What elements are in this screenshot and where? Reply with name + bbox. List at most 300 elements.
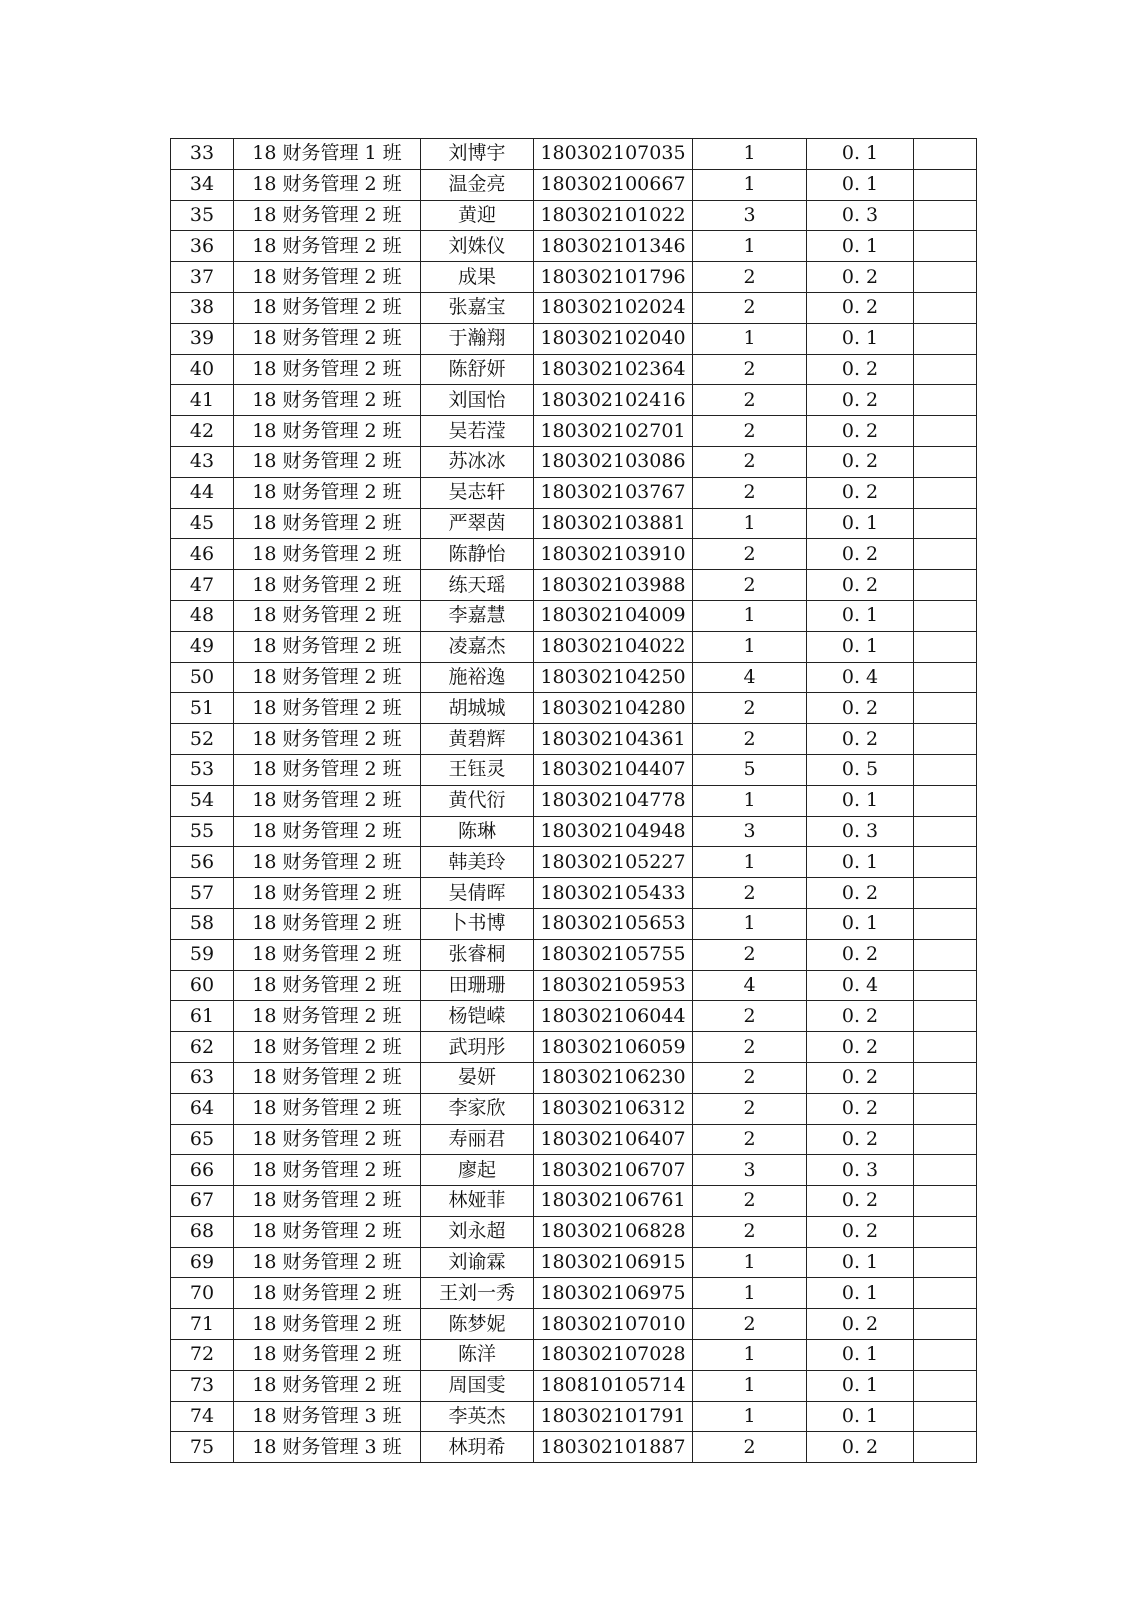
remark-cell (914, 724, 977, 755)
student-name-cell: 陈梦妮 (421, 1309, 534, 1340)
table-row (171, 816, 977, 847)
student-name-cell: 吴志轩 (421, 477, 534, 508)
remark-cell (914, 1247, 977, 1278)
class-name-cell: 18 财务管理 3 班 (234, 1401, 421, 1432)
table-row (171, 1432, 977, 1463)
student-name-cell: 卜书博 (421, 908, 534, 939)
student-name-cell: 刘国怡 (421, 385, 534, 416)
score-cell: 0. 2 (807, 292, 914, 323)
table-row (171, 1062, 977, 1093)
count-cell: 2 (693, 724, 807, 755)
student-id-cell: 180302102024 (534, 292, 693, 323)
student-name-cell: 于瀚翔 (421, 323, 534, 354)
table-row (171, 1124, 977, 1155)
student-id-cell: 180302102364 (534, 354, 693, 385)
count-cell: 2 (693, 292, 807, 323)
student-id-cell: 180302106407 (534, 1124, 693, 1155)
student-id-cell: 180302103086 (534, 446, 693, 477)
class-name-cell: 18 财务管理 2 班 (234, 1186, 421, 1217)
student-name-cell: 李嘉慧 (421, 600, 534, 631)
score-cell: 0. 1 (807, 231, 914, 262)
table-row (171, 1001, 977, 1032)
row-number-cell: 51 (171, 693, 234, 724)
count-cell: 2 (693, 693, 807, 724)
row-number-cell: 69 (171, 1247, 234, 1278)
remark-cell (914, 446, 977, 477)
student-id-cell: 180302106059 (534, 1032, 693, 1063)
student-name-cell: 张嘉宝 (421, 292, 534, 323)
class-name-cell: 18 财务管理 2 班 (234, 200, 421, 231)
score-cell: 0. 2 (807, 539, 914, 570)
remark-cell (914, 1278, 977, 1309)
remark-cell (914, 1401, 977, 1432)
count-cell: 2 (693, 1001, 807, 1032)
table-row (171, 231, 977, 262)
count-cell: 3 (693, 200, 807, 231)
remark-cell (914, 1340, 977, 1371)
remark-cell (914, 508, 977, 539)
count-cell: 2 (693, 1062, 807, 1093)
score-cell: 0. 2 (807, 693, 914, 724)
table-row (171, 693, 977, 724)
student-id-cell: 180302104407 (534, 754, 693, 785)
remark-cell (914, 939, 977, 970)
table-row (171, 292, 977, 323)
class-name-cell: 18 财务管理 2 班 (234, 816, 421, 847)
table-row (171, 169, 977, 200)
student-name-cell: 王钰灵 (421, 754, 534, 785)
class-name-cell: 18 财务管理 3 班 (234, 1432, 421, 1463)
score-cell: 0. 2 (807, 1062, 914, 1093)
count-cell: 1 (693, 631, 807, 662)
row-number-cell: 64 (171, 1093, 234, 1124)
table-row (171, 139, 977, 170)
student-id-cell: 180810105714 (534, 1370, 693, 1401)
count-cell: 1 (693, 1370, 807, 1401)
remark-cell (914, 1186, 977, 1217)
score-cell: 0. 1 (807, 1278, 914, 1309)
remark-cell (914, 816, 977, 847)
score-cell: 0. 2 (807, 416, 914, 447)
class-name-cell: 18 财务管理 2 班 (234, 1062, 421, 1093)
score-cell: 0. 1 (807, 1247, 914, 1278)
student-id-cell: 180302103881 (534, 508, 693, 539)
student-name-cell: 成果 (421, 262, 534, 293)
student-name-cell: 黄代衍 (421, 785, 534, 816)
score-cell: 0. 2 (807, 1432, 914, 1463)
remark-cell (914, 1093, 977, 1124)
row-number-cell: 53 (171, 754, 234, 785)
class-name-cell: 18 财务管理 2 班 (234, 1370, 421, 1401)
student-id-cell: 180302102416 (534, 385, 693, 416)
score-cell: 0. 1 (807, 600, 914, 631)
row-number-cell: 59 (171, 939, 234, 970)
score-cell: 0. 2 (807, 1032, 914, 1063)
student-name-cell: 刘谕霖 (421, 1247, 534, 1278)
student-id-cell: 180302106707 (534, 1155, 693, 1186)
remark-cell (914, 1309, 977, 1340)
student-name-cell: 黄碧辉 (421, 724, 534, 755)
table-row (171, 323, 977, 354)
table-row (171, 1155, 977, 1186)
score-cell: 0. 1 (807, 631, 914, 662)
table-row (171, 570, 977, 601)
student-id-cell: 180302103767 (534, 477, 693, 508)
score-cell: 0. 2 (807, 354, 914, 385)
remark-cell (914, 231, 977, 262)
student-name-cell: 刘永超 (421, 1216, 534, 1247)
remark-cell (914, 1216, 977, 1247)
student-name-cell: 陈舒妍 (421, 354, 534, 385)
row-number-cell: 58 (171, 908, 234, 939)
remark-cell (914, 139, 977, 170)
student-name-cell: 寿丽君 (421, 1124, 534, 1155)
score-cell: 0. 2 (807, 1001, 914, 1032)
student-id-cell: 180302102701 (534, 416, 693, 447)
table-row (171, 970, 977, 1001)
class-name-cell: 18 财务管理 2 班 (234, 354, 421, 385)
row-number-cell: 73 (171, 1370, 234, 1401)
remark-cell (914, 262, 977, 293)
table-row (171, 939, 977, 970)
remark-cell (914, 878, 977, 909)
count-cell: 1 (693, 169, 807, 200)
score-cell: 0. 1 (807, 1401, 914, 1432)
score-cell: 0. 1 (807, 508, 914, 539)
remark-cell (914, 662, 977, 693)
table-row (171, 878, 977, 909)
table-row (171, 724, 977, 755)
class-name-cell: 18 财务管理 2 班 (234, 724, 421, 755)
score-cell: 0. 2 (807, 477, 914, 508)
row-number-cell: 43 (171, 446, 234, 477)
score-cell: 0. 4 (807, 970, 914, 1001)
table-row (171, 508, 977, 539)
class-name-cell: 18 财务管理 2 班 (234, 970, 421, 1001)
class-name-cell: 18 财务管理 2 班 (234, 570, 421, 601)
count-cell: 1 (693, 508, 807, 539)
class-name-cell: 18 财务管理 2 班 (234, 847, 421, 878)
student-name-cell: 廖起 (421, 1155, 534, 1186)
student-name-cell: 施裕逸 (421, 662, 534, 693)
student-id-cell: 180302107010 (534, 1309, 693, 1340)
class-name-cell: 18 财务管理 2 班 (234, 1032, 421, 1063)
count-cell: 2 (693, 570, 807, 601)
row-number-cell: 33 (171, 139, 234, 170)
student-id-cell: 180302103910 (534, 539, 693, 570)
student-name-cell: 练天瑶 (421, 570, 534, 601)
student-name-cell: 陈琳 (421, 816, 534, 847)
remark-cell (914, 323, 977, 354)
row-number-cell: 39 (171, 323, 234, 354)
row-number-cell: 74 (171, 1401, 234, 1432)
class-name-cell: 18 财务管理 2 班 (234, 446, 421, 477)
student-id-cell: 180302106044 (534, 1001, 693, 1032)
class-name-cell: 18 财务管理 2 班 (234, 754, 421, 785)
student-id-cell: 180302103988 (534, 570, 693, 601)
student-name-cell: 吴若滢 (421, 416, 534, 447)
table-row (171, 1216, 977, 1247)
count-cell: 1 (693, 785, 807, 816)
class-name-cell: 18 财务管理 2 班 (234, 1001, 421, 1032)
score-cell: 0. 2 (807, 385, 914, 416)
class-name-cell: 18 财务管理 2 班 (234, 908, 421, 939)
row-number-cell: 44 (171, 477, 234, 508)
student-name-cell: 陈洋 (421, 1340, 534, 1371)
count-cell: 2 (693, 539, 807, 570)
row-number-cell: 34 (171, 169, 234, 200)
class-name-cell: 18 财务管理 2 班 (234, 292, 421, 323)
class-name-cell: 18 财务管理 2 班 (234, 1340, 421, 1371)
score-cell: 0. 1 (807, 847, 914, 878)
student-id-cell: 180302104778 (534, 785, 693, 816)
row-number-cell: 62 (171, 1032, 234, 1063)
count-cell: 2 (693, 1124, 807, 1155)
row-number-cell: 61 (171, 1001, 234, 1032)
class-name-cell: 18 财务管理 2 班 (234, 631, 421, 662)
score-cell: 0. 2 (807, 1309, 914, 1340)
score-cell: 0. 3 (807, 200, 914, 231)
remark-cell (914, 693, 977, 724)
student-score-table (170, 138, 977, 1463)
count-cell: 2 (693, 939, 807, 970)
table-row (171, 354, 977, 385)
score-cell: 0. 1 (807, 785, 914, 816)
student-name-cell: 苏冰冰 (421, 446, 534, 477)
table-row (171, 200, 977, 231)
remark-cell (914, 600, 977, 631)
student-name-cell: 王刘一秀 (421, 1278, 534, 1309)
student-id-cell: 180302101346 (534, 231, 693, 262)
student-name-cell: 胡城城 (421, 693, 534, 724)
student-id-cell: 180302104250 (534, 662, 693, 693)
class-name-cell: 18 财务管理 2 班 (234, 1124, 421, 1155)
class-name-cell: 18 财务管理 2 班 (234, 231, 421, 262)
row-number-cell: 38 (171, 292, 234, 323)
remark-cell (914, 385, 977, 416)
student-id-cell: 180302105433 (534, 878, 693, 909)
class-name-cell: 18 财务管理 2 班 (234, 1155, 421, 1186)
row-number-cell: 42 (171, 416, 234, 447)
student-id-cell: 180302105227 (534, 847, 693, 878)
row-number-cell: 45 (171, 508, 234, 539)
count-cell: 2 (693, 1216, 807, 1247)
count-cell: 4 (693, 662, 807, 693)
table-row (171, 385, 977, 416)
class-name-cell: 18 财务管理 2 班 (234, 323, 421, 354)
student-name-cell: 凌嘉杰 (421, 631, 534, 662)
student-id-cell: 180302105653 (534, 908, 693, 939)
score-cell: 0. 4 (807, 662, 914, 693)
table-row (171, 1309, 977, 1340)
table-row (171, 1340, 977, 1371)
class-name-cell: 18 财务管理 2 班 (234, 662, 421, 693)
student-id-cell: 180302104361 (534, 724, 693, 755)
table-row (171, 785, 977, 816)
remark-cell (914, 169, 977, 200)
table-row (171, 754, 977, 785)
row-number-cell: 65 (171, 1124, 234, 1155)
count-cell: 2 (693, 1032, 807, 1063)
student-id-cell: 180302104009 (534, 600, 693, 631)
score-cell: 0. 1 (807, 323, 914, 354)
count-cell: 2 (693, 1093, 807, 1124)
remark-cell (914, 292, 977, 323)
score-cell: 0. 2 (807, 939, 914, 970)
remark-cell (914, 1155, 977, 1186)
class-name-cell: 18 财务管理 2 班 (234, 169, 421, 200)
remark-cell (914, 200, 977, 231)
score-cell: 0. 1 (807, 139, 914, 170)
remark-cell (914, 631, 977, 662)
student-id-cell: 180302106828 (534, 1216, 693, 1247)
count-cell: 5 (693, 754, 807, 785)
row-number-cell: 72 (171, 1340, 234, 1371)
student-id-cell: 180302106761 (534, 1186, 693, 1217)
student-id-cell: 180302107028 (534, 1340, 693, 1371)
table-row (171, 631, 977, 662)
class-name-cell: 18 财务管理 2 班 (234, 1216, 421, 1247)
score-cell: 0. 2 (807, 724, 914, 755)
table-row (171, 1370, 977, 1401)
score-cell: 0. 1 (807, 1370, 914, 1401)
student-id-cell: 180302101022 (534, 200, 693, 231)
remark-cell (914, 1062, 977, 1093)
student-name-cell: 林玥希 (421, 1432, 534, 1463)
table-row (171, 662, 977, 693)
count-cell: 1 (693, 1340, 807, 1371)
remark-cell (914, 1432, 977, 1463)
student-id-cell: 180302106915 (534, 1247, 693, 1278)
count-cell: 1 (693, 1278, 807, 1309)
count-cell: 2 (693, 477, 807, 508)
score-cell: 0. 2 (807, 570, 914, 601)
student-id-cell: 180302106312 (534, 1093, 693, 1124)
student-id-cell: 180302106975 (534, 1278, 693, 1309)
student-name-cell: 温金亮 (421, 169, 534, 200)
count-cell: 2 (693, 446, 807, 477)
class-name-cell: 18 财务管理 2 班 (234, 508, 421, 539)
table-row (171, 416, 977, 447)
student-id-cell: 180302101796 (534, 262, 693, 293)
remark-cell (914, 416, 977, 447)
row-number-cell: 50 (171, 662, 234, 693)
row-number-cell: 75 (171, 1432, 234, 1463)
student-id-cell: 180302106230 (534, 1062, 693, 1093)
score-cell: 0. 1 (807, 169, 914, 200)
row-number-cell: 71 (171, 1309, 234, 1340)
table-row (171, 600, 977, 631)
remark-cell (914, 1370, 977, 1401)
count-cell: 1 (693, 323, 807, 354)
student-name-cell: 林娅菲 (421, 1186, 534, 1217)
count-cell: 1 (693, 1247, 807, 1278)
count-cell: 1 (693, 1401, 807, 1432)
student-name-cell: 武玥彤 (421, 1032, 534, 1063)
remark-cell (914, 970, 977, 1001)
count-cell: 2 (693, 354, 807, 385)
class-name-cell: 18 财务管理 2 班 (234, 785, 421, 816)
score-cell: 0. 2 (807, 262, 914, 293)
table-body (171, 139, 977, 1463)
remark-cell (914, 1124, 977, 1155)
count-cell: 1 (693, 908, 807, 939)
score-cell: 0. 5 (807, 754, 914, 785)
student-id-cell: 180302104022 (534, 631, 693, 662)
remark-cell (914, 354, 977, 385)
count-cell: 2 (693, 385, 807, 416)
student-name-cell: 刘博宇 (421, 139, 534, 170)
student-name-cell: 韩美玲 (421, 847, 534, 878)
class-name-cell: 18 财务管理 2 班 (234, 939, 421, 970)
remark-cell (914, 477, 977, 508)
student-name-cell: 刘姝仪 (421, 231, 534, 262)
table-row (171, 262, 977, 293)
count-cell: 2 (693, 262, 807, 293)
student-name-cell: 李家欣 (421, 1093, 534, 1124)
table-row (171, 1093, 977, 1124)
student-name-cell: 陈静怡 (421, 539, 534, 570)
student-name-cell: 严翠茵 (421, 508, 534, 539)
count-cell: 2 (693, 1309, 807, 1340)
student-id-cell: 180302101887 (534, 1432, 693, 1463)
remark-cell (914, 847, 977, 878)
score-cell: 0. 1 (807, 908, 914, 939)
row-number-cell: 41 (171, 385, 234, 416)
table-row (171, 847, 977, 878)
student-id-cell: 180302104280 (534, 693, 693, 724)
student-id-cell: 180302100667 (534, 169, 693, 200)
student-id-cell: 180302104948 (534, 816, 693, 847)
score-cell: 0. 2 (807, 1124, 914, 1155)
table-row (171, 1401, 977, 1432)
count-cell: 1 (693, 231, 807, 262)
table-row (171, 1032, 977, 1063)
row-number-cell: 57 (171, 878, 234, 909)
row-number-cell: 56 (171, 847, 234, 878)
score-cell: 0. 2 (807, 1093, 914, 1124)
remark-cell (914, 570, 977, 601)
student-name-cell: 李英杰 (421, 1401, 534, 1432)
row-number-cell: 35 (171, 200, 234, 231)
row-number-cell: 67 (171, 1186, 234, 1217)
row-number-cell: 68 (171, 1216, 234, 1247)
class-name-cell: 18 财务管理 2 班 (234, 1278, 421, 1309)
student-name-cell: 张睿桐 (421, 939, 534, 970)
class-name-cell: 18 财务管理 2 班 (234, 262, 421, 293)
row-number-cell: 60 (171, 970, 234, 1001)
score-cell: 0. 2 (807, 878, 914, 909)
count-cell: 2 (693, 416, 807, 447)
table-row (171, 908, 977, 939)
class-name-cell: 18 财务管理 2 班 (234, 1309, 421, 1340)
class-name-cell: 18 财务管理 1 班 (234, 139, 421, 170)
count-cell: 2 (693, 1186, 807, 1217)
class-name-cell: 18 财务管理 2 班 (234, 693, 421, 724)
student-name-cell: 吴倩晖 (421, 878, 534, 909)
student-name-cell: 田珊珊 (421, 970, 534, 1001)
student-name-cell: 黄迎 (421, 200, 534, 231)
class-name-cell: 18 财务管理 2 班 (234, 600, 421, 631)
student-id-cell: 180302101791 (534, 1401, 693, 1432)
score-cell: 0. 2 (807, 446, 914, 477)
row-number-cell: 48 (171, 600, 234, 631)
class-name-cell: 18 财务管理 2 班 (234, 1247, 421, 1278)
table-row (171, 1247, 977, 1278)
row-number-cell: 55 (171, 816, 234, 847)
row-number-cell: 40 (171, 354, 234, 385)
score-cell: 0. 3 (807, 816, 914, 847)
